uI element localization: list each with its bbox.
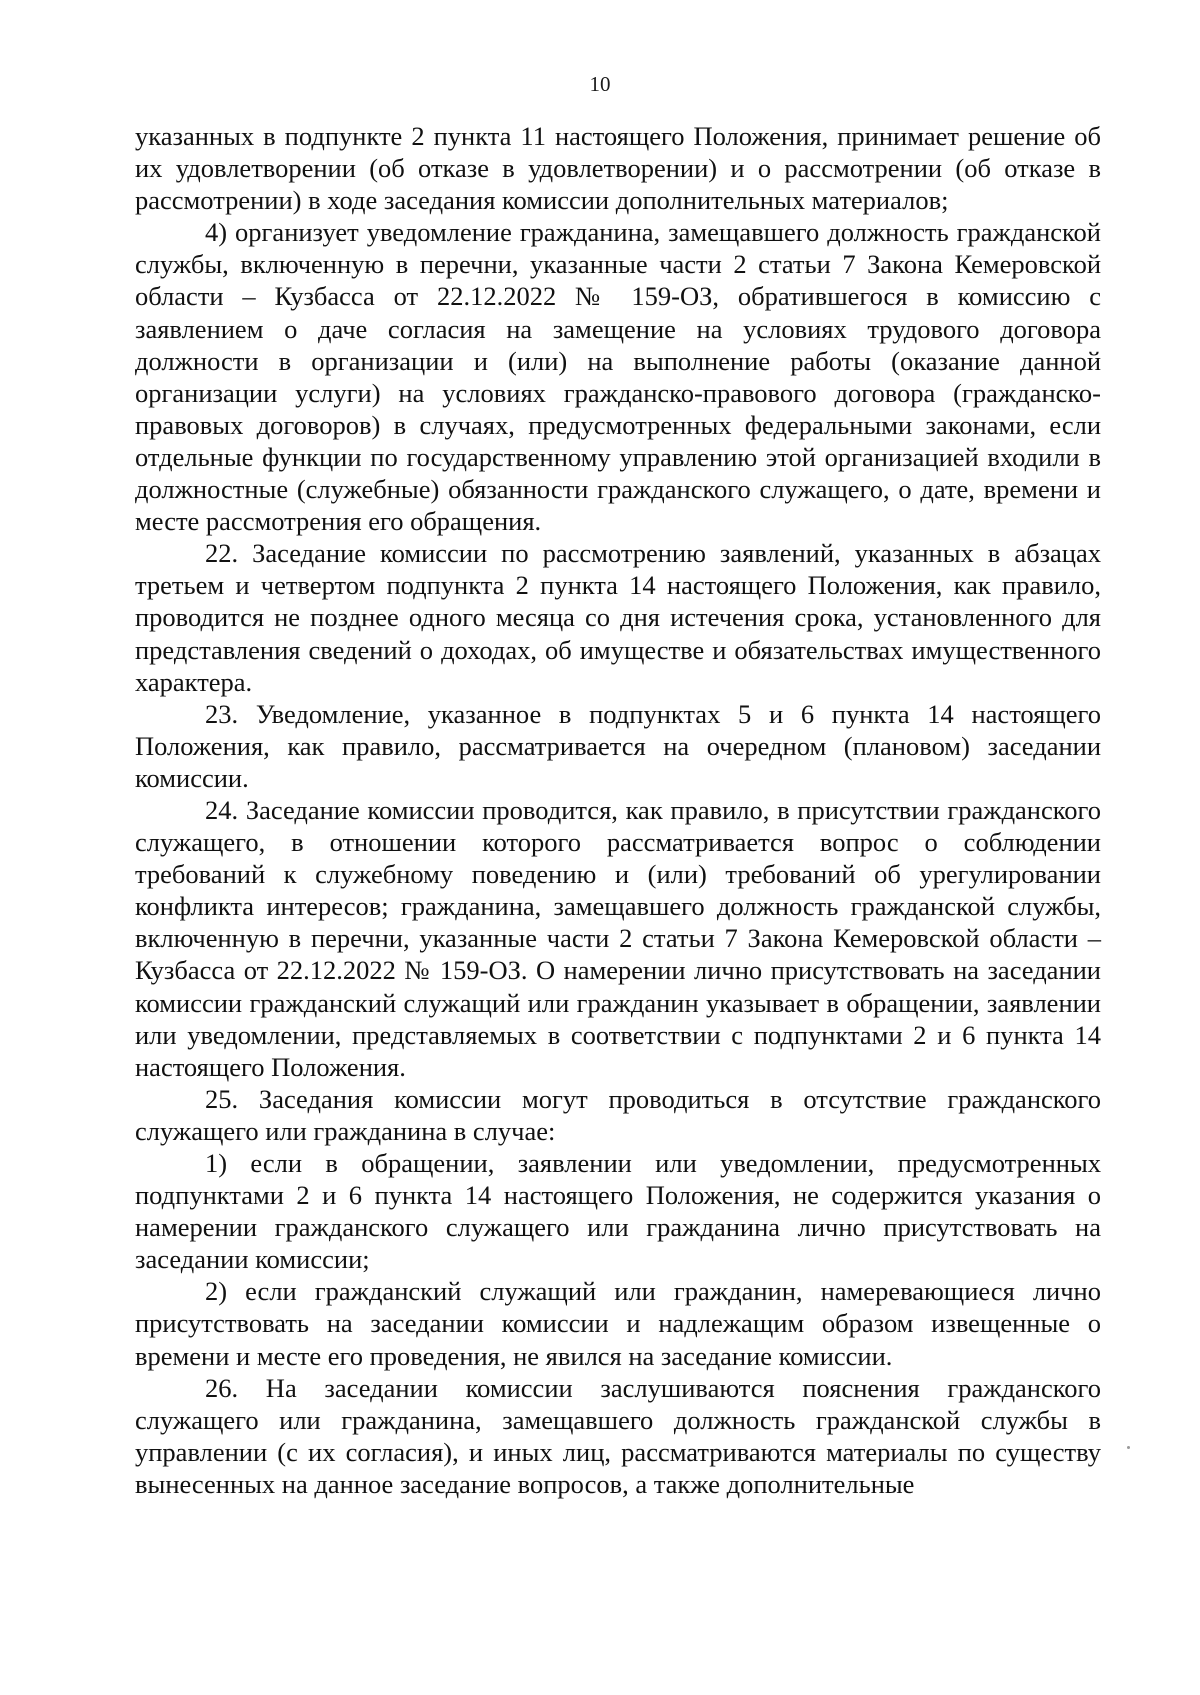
paragraph-25-subitem-2: 2) если гражданский служащий или гражданин, намеревающиеся лично присутствовать на заседании комиссии и надлежащим образом извещенные о времени и месте его проведения, не явился на заседание комиссии. (135, 1276, 1101, 1371)
paragraph-22: 22. Заседание комиссии по рассмотрению заявлений, указанных в абзацах третьем и четвертом подпункта 2 пункта 14 настоящего Положения, как правило, проводится не позднее одного месяца со дня истечения срока, установленного для представления сведений о доходах, об имуществе и обязательствах имущественного характера. (135, 538, 1101, 697)
paragraph-23: 23. Уведомление, указанное в подпунктах 5 и 6 пункта 14 настоящего Положения, как правило, рассматривается на очередном (плановом) заседании комиссии. (135, 698, 1101, 793)
paragraph-subitem-4: 4) организует уведомление гражданина, замещавшего должность гражданской службы, включенную в перечни, указанные части 2 статьи 7 Закона Кемеровской области – Кузбасса от 22.12.2022 № 159-ОЗ, обратившегося в комиссию с заявлением о даче согласия на замещение на условиях трудового договора должности в организации и (или) на выполнение работы (оказание данной организации услуги) на условиях гражданско-правового договора (гражданско-правовых договоров) в случаях, предусмотренных федеральными законами, если отдельные функции по государственному управлению этой организацией входили в должностные (служебные) обязанности гражданского служащего, о дате, времени и месте рассмотрения его обращения. (135, 217, 1101, 537)
paragraph-26: 26. На заседании комиссии заслушиваются пояснения гражданского служащего или гражданина, замещавшего должность гражданской службы в управлении (с их согласия), и иных лиц, рассматриваются материалы по существу вынесенных на данное заседание вопросов, а также дополнительные (135, 1372, 1101, 1499)
page-number: 10 (589, 72, 611, 96)
paragraph-25: 25. Заседания комиссии могут проводиться в отсутствие гражданского служащего или гражданина в случае: (135, 1083, 1101, 1146)
paragraph-continuation: указанных в подпункте 2 пункта 11 настоящего Положения, принимает решение об их удовлетворении (об отказе в удовлетворении) и о рассмотрении (об отказе в рассмотрении) в ходе заседания комиссии дополнительных материалов; (135, 121, 1101, 216)
scan-speck (1127, 1446, 1130, 1449)
document-body (135, 120, 1101, 1500)
paragraph-24: 24. Заседание комиссии проводится, как правило, в присутствии гражданского служащего, в отношении которого рассматривается вопрос о соблюдении требований к служебному поведению и (или) требований об урегулировании конфликта интересов; гражданина, замещавшего должность гражданской службы, включенную в перечни, указанные части 2 статьи 7 Закона Кемеровской области – Кузбасса от 22.12.2022 № 159-ОЗ. О намерении лично присутствовать на заседании комиссии гражданский служащий или гражданин указывает в обращении, заявлении или уведомлении, представляемых в соответствии с подпунктами 2 и 6 пункта 14 настоящего Положения. (135, 794, 1101, 1082)
paragraph-25-subitem-1: 1) если в обращении, заявлении или уведомлении, предусмотренных подпунктами 2 и 6 пункта 14 настоящего Положения, не содержится указания о намерении гражданского служащего или гражданина лично присутствовать на заседании комиссии; (135, 1148, 1101, 1275)
